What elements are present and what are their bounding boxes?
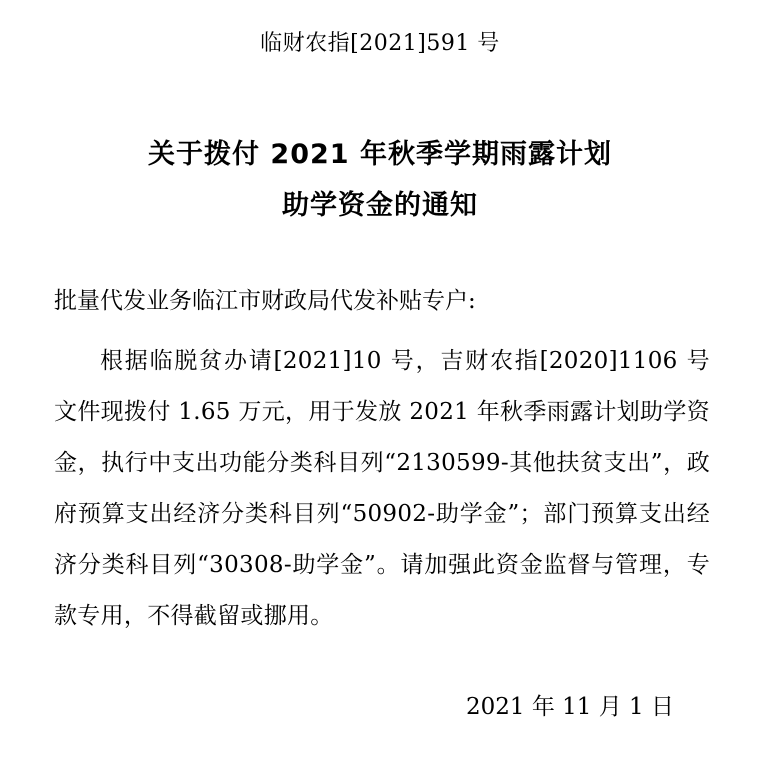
document-date: 2021 年 11 月 1 日	[466, 694, 674, 720]
document-title-line-2: 助学资金的通知	[282, 190, 478, 221]
body-paragraph: 根据临脱贫办请[2021]10 号，吉财农指[2020]1106 号文件现拨付 1.65 万元，用于发放 2021 年秋季雨露计划助学资金，执行中支出功能分类科目列“2130599-其他扶贫支出”，政府预算支出经济分类科目列“50902-助学金”；部门预算支出经济分类科目列“30308-助学金”。请加强此资金监督与管理，专款专用，不得截留或挪用。	[54, 348, 710, 629]
document-number: 临财农指[2021]591 号	[260, 31, 500, 56]
salutation: 批量代发业务临江市财政局代发补贴专户:	[54, 288, 476, 314]
document-title-line-1: 关于拨付 2021 年秋季学期雨露计划	[148, 139, 612, 170]
